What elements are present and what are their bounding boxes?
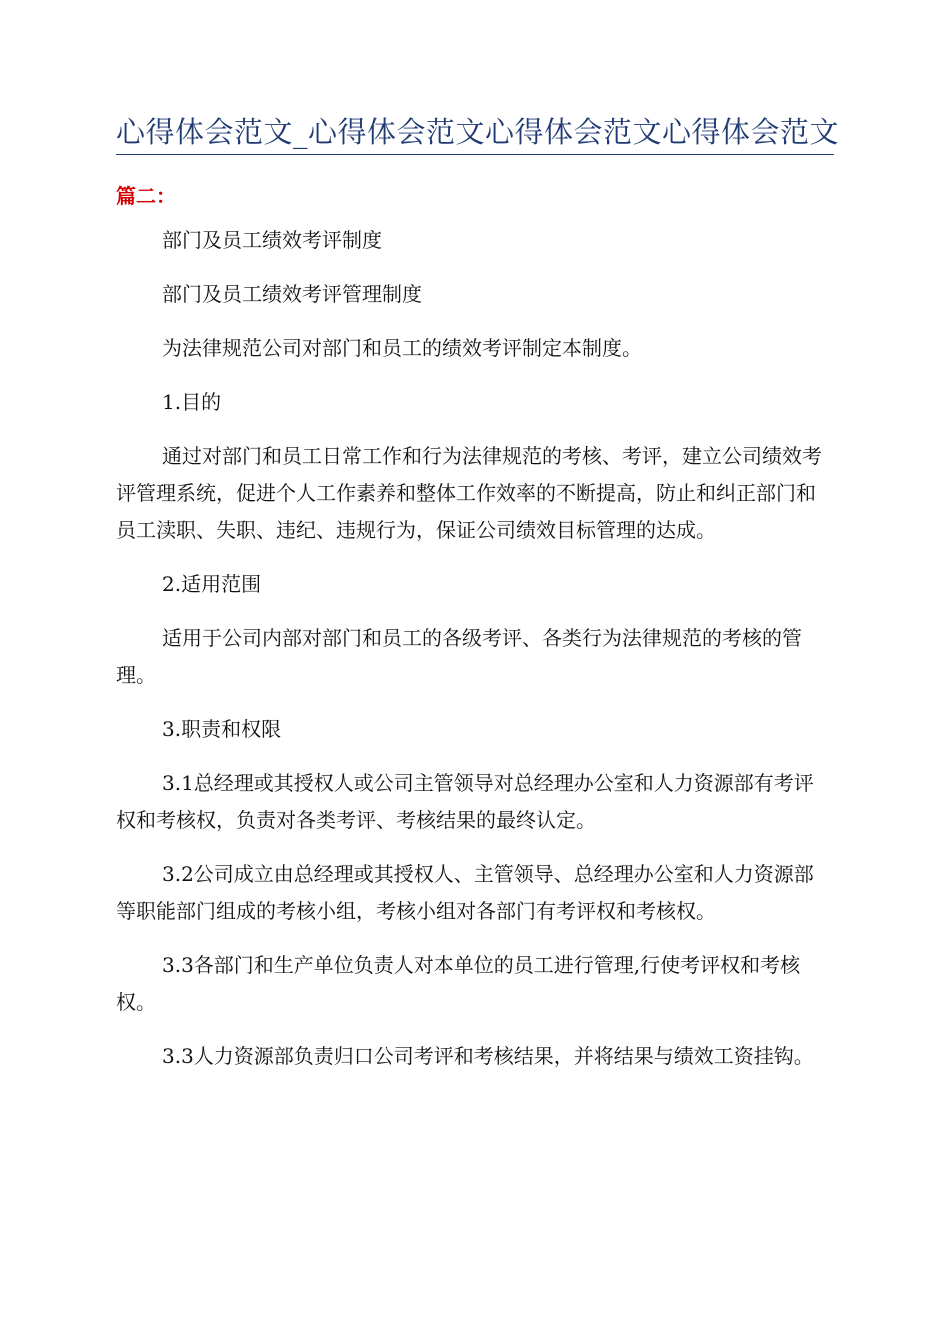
- paragraph: 2.适用范围: [162, 572, 262, 596]
- paragraph: 部门及员工绩效考评制度: [162, 228, 382, 252]
- document-title: 心得体会范文_心得体会范文心得体会范文心得体会范文: [116, 115, 840, 149]
- paragraph: 为法律规范公司对部门和员工的绩效考评制定本制度。: [162, 336, 642, 360]
- paragraph: 部门及员工绩效考评管理制度: [162, 282, 422, 306]
- paragraph: 适用于公司内部对部门和员工的各级考评、各类行为法律规范的考核的管理。: [116, 626, 802, 687]
- paragraph: 通过对部门和员工日常工作和行为法律规范的考核、考评，建立公司绩效考评管理系统，促进个人工作素养和整体工作效率的不断提高，防止和纠正部门和员工渎职、失职、违纪、违规行为，保证公司绩效目标管理的达成。: [116, 444, 822, 542]
- paragraph: 3.2公司成立由总经理或其授权人、主管领导、总经理办公室和人力资源部等职能部门组成的考核小组，考核小组对各部门有考评权和考核权。: [116, 862, 814, 923]
- section-label: 篇二：: [116, 184, 176, 208]
- document-body: [116, 222, 832, 1092]
- title-underline: [116, 154, 834, 155]
- paragraph: 3.职责和权限: [162, 717, 282, 741]
- paragraph: 1.目的: [162, 390, 222, 414]
- paragraph: 3.1总经理或其授权人或公司主管领导对总经理办公室和人力资源部有考评权和考核权，负责对各类考评、考核结果的最终认定。: [116, 771, 814, 832]
- paragraph: 3.3各部门和生产单位负责人对本单位的员工进行管理,行使考评权和考核权。: [116, 953, 801, 1014]
- paragraph: 3.3人力资源部负责归口公司考评和考核结果，并将结果与绩效工资挂钩。: [162, 1044, 814, 1068]
